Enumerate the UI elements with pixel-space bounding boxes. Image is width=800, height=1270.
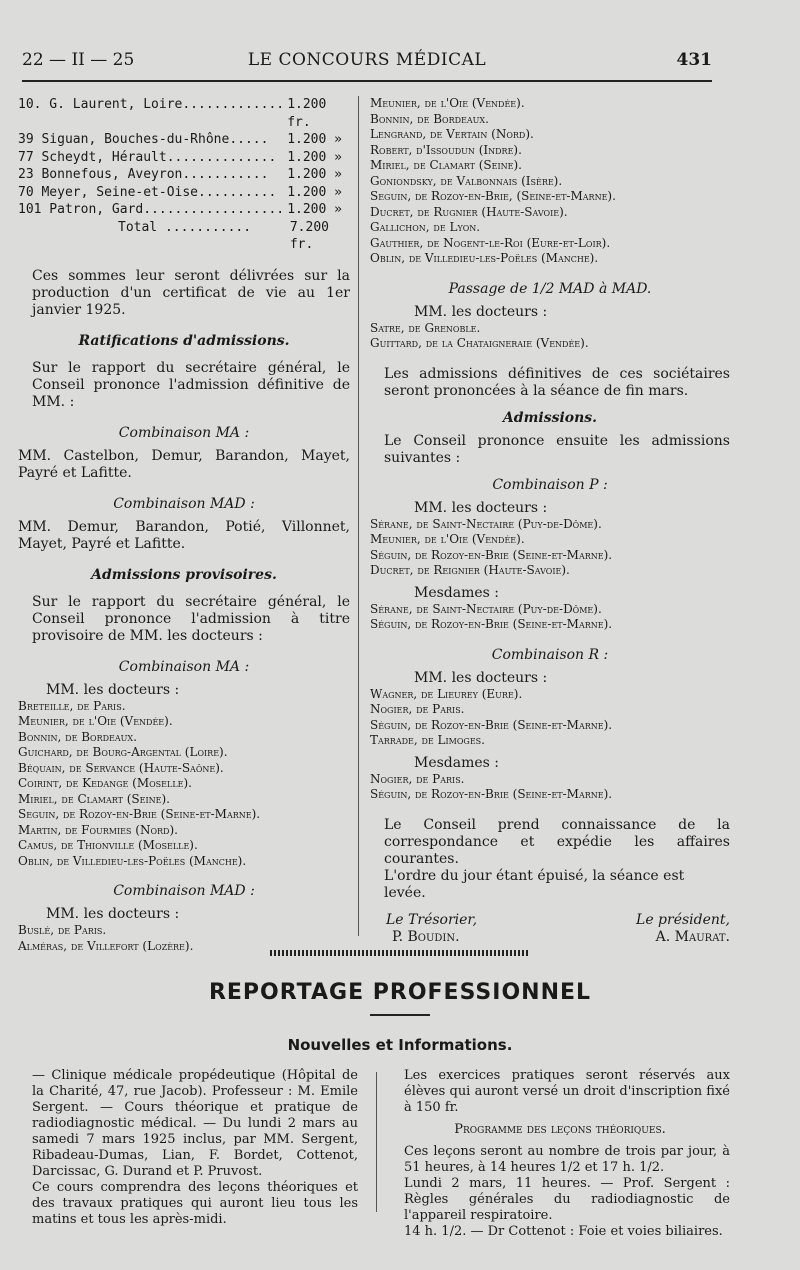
news-paragraph: Ce cours comprendra des leçons théoriques et des travaux pratiques qui auront lieu tous les matins et tous les après-midi. — [32, 1180, 358, 1227]
mesdames-list — [370, 602, 730, 633]
list-item: Béquain, de Servance (Haute-Saône). — [18, 760, 224, 775]
list-item: Robert, d'Issoudun (Indre). — [370, 142, 522, 157]
page-number: 431 — [676, 50, 712, 70]
list-item: Bonnin, de Bordeaux. — [370, 111, 489, 126]
list-item: Oblin, de Villedieu-les-Poëles (Manche). — [370, 251, 599, 265]
header-rule — [22, 80, 712, 82]
list-item: Wagner, de Lieurey (Eure). — [370, 686, 523, 701]
list-item: Satre, de Grenoble. — [370, 320, 481, 335]
admissions-title: Admissions. — [502, 409, 598, 426]
news-paragraph: Lundi 2 mars, 11 heures. — Prof. Sergent : Règles générales du radiodiagnostic de l'appareil respiratoire. — [404, 1176, 730, 1223]
payment-row — [18, 184, 350, 202]
list-item: Nogier, de Paris. — [370, 702, 465, 716]
list-item: Seguin, de Rozoy-en-Brie (Seine-et-Marne). — [18, 807, 261, 821]
payment-name: 77 Scheydt, Hérault.............. — [18, 149, 277, 165]
admissions-note: Les admissions définitives de ces sociétaires seront prononcées à la séance de fin mars. — [384, 365, 730, 399]
signatures-names — [370, 929, 730, 946]
total-label: Total ........... — [118, 219, 252, 235]
news-right — [390, 1068, 730, 1240]
left-column — [18, 96, 350, 954]
list-item: Camus, de Thionville (Moselle). — [18, 838, 198, 852]
combination-ma-names: MM. Castelbon, Demur, Barandon, Mayet, Payré et Lafitte. — [18, 447, 350, 481]
column-divider — [376, 1072, 377, 1212]
payment-amount: 1.200 » — [287, 184, 342, 200]
treasurer-name: P. Boudin. — [392, 928, 460, 945]
news-left — [18, 1068, 358, 1228]
payment-row — [18, 131, 350, 149]
payment-name: 10. G. Laurent, Loire............. — [18, 97, 285, 112]
passage-list — [370, 321, 730, 352]
list-item: Seguin, de Rozoy-en-Brie, (Seine-et-Marne). — [370, 189, 616, 203]
continued-list — [370, 96, 730, 267]
list-item: Sérane, de Saint-Nectaire (Puy-de-Dôme). — [370, 516, 602, 531]
ratifications-paragraph: Sur le rapport du secrétaire général, le Conseil prononce l'admission définitive de MM. : — [32, 359, 350, 410]
sums-paragraph: Ces sommes leur seront délivrées sur la production d'un certificat de vie au 1er janvier 1925. — [32, 267, 350, 318]
page-header — [22, 50, 712, 74]
combination-p-title: Combinaison P : — [492, 476, 608, 493]
list-item: Miriel, de Clamart (Seine). — [18, 791, 170, 806]
combination-mad-title: Combinaison MAD : — [113, 495, 255, 512]
list-item: Bonnin, de Bordeaux. — [18, 729, 137, 744]
combination-p-list — [370, 517, 730, 579]
list-item: Coirint, de Kedange (Moselle). — [18, 776, 192, 790]
payment-amount: 1.200 fr. — [287, 97, 327, 130]
section-title: REPORTAGE PROFESSIONNEL — [208, 980, 592, 1005]
list-item: Meunier, de l'Oie (Vendée). — [18, 714, 173, 728]
news-paragraph: Les exercices pratiques seront réservés aux élèves qui auront versé un droit d'inscription fixé à 150 fr. — [404, 1068, 730, 1115]
signatures-titles — [370, 912, 730, 929]
payment-name: 39 Siguan, Bouches-du-Rhône..... — [18, 132, 269, 147]
total-amount: 7.200 fr. — [289, 219, 329, 252]
combination-r-title: Combinaison R : — [491, 646, 609, 663]
payments-table — [18, 96, 350, 254]
provisional-ma-list — [18, 699, 350, 870]
list-item: Séguin, de Rozoy-en-Brie (Seine-et-Marne). — [370, 787, 613, 801]
payment-row — [18, 166, 350, 184]
provisional-mad-title: Combinaison MAD : — [113, 883, 255, 899]
column-divider — [358, 96, 359, 936]
combination-r-intro: MM. les docteurs : — [414, 669, 548, 686]
list-item: Goniondsky, de Valbonnais (Isère). — [370, 173, 563, 188]
list-item: Meunier, de l'Oie (Vendée). — [370, 96, 525, 110]
list-item: Tarrade, de Limoges. — [370, 733, 485, 747]
passage-title: Passage de 1/2 MAD à MAD. — [448, 280, 652, 297]
issue-date: 22 — II — 25 — [22, 50, 135, 70]
combination-ma-title: Combinaison MA : — [118, 424, 250, 441]
combination-r-list — [370, 687, 730, 749]
president-title: Le président, — [636, 911, 730, 928]
list-item: Gallichon, de Lyon. — [370, 220, 481, 234]
list-item: Gauthier, de Nogent-le-Roi (Eure-et-Loir). — [370, 235, 611, 250]
payment-row — [18, 149, 350, 167]
list-item: Miriel, de Clamart (Seine). — [370, 158, 522, 172]
list-item: Séguin, de Rozoy-en-Brie (Seine-et-Marne). — [370, 617, 613, 631]
list-item: Ducret, de Rugnier (Haute-Savoie). — [370, 204, 568, 219]
payment-name: 101 Patron, Gard.................. — [18, 202, 285, 217]
right-column — [370, 96, 730, 946]
programme-heading: Programme des leçons théoriques. — [454, 1122, 666, 1137]
payment-amount: 1.200 » — [287, 132, 342, 147]
ratifications-title: Ratifications d'admissions. — [78, 332, 290, 349]
passage-intro: MM. les docteurs : — [414, 303, 548, 320]
list-item: Martin, de Fourmies (Nord). — [18, 822, 178, 837]
provisional-mad-intro: MM. les docteurs : — [46, 906, 180, 922]
payment-row — [18, 201, 350, 219]
list-item: Breteille, de Paris. — [18, 698, 126, 713]
journal-title: LE CONCOURS MÉDICAL — [247, 50, 487, 70]
list-item: Nogier, de Paris. — [370, 771, 465, 786]
list-item: Guichard, de Bourg-Argental (Loire). — [18, 745, 228, 759]
list-item: Ducret, de Reignier (Haute-Savoie). — [370, 563, 570, 577]
list-item: Séguin, de Rozoy-en-Brie (Seine-et-Marne). — [370, 717, 613, 732]
treasurer-title: Le Trésorier, — [386, 911, 478, 928]
section-ornament — [270, 950, 530, 956]
section-subtitle: Nouvelles et Informations. — [287, 1036, 513, 1054]
payment-name: 70 Meyer, Seine-et-Oise.......... — [18, 184, 277, 200]
closing-line: L'ordre du jour étant épuisé, la séance est levée. — [384, 867, 685, 901]
list-item: Lengrand, de Vertain (Nord). — [370, 127, 534, 141]
payment-amount: 1.200 » — [287, 167, 342, 182]
news-paragraph: 14 h. 1/2. — Dr Cottenot : Foie et voies biliaires. — [404, 1224, 723, 1239]
mesdames-list — [370, 772, 730, 803]
provisional-paragraph: Sur le rapport du secrétaire général, le Conseil prononce l'admission à titre provisoire de MM. les docteurs : — [32, 593, 350, 644]
payment-amount: 1.200 » — [287, 202, 342, 217]
list-item: Alméras, de Villefort (Lozère). — [18, 938, 194, 953]
list-item: Guittard, de la Chataigneraie (Vendée). — [370, 336, 589, 350]
provisional-ma-intro: MM. les docteurs : — [46, 681, 180, 698]
combination-p-intro: MM. les docteurs : — [414, 499, 548, 516]
admissions-intro: Le Conseil prononce ensuite les admissions suivantes : — [384, 432, 730, 466]
list-item: Meunier, de l'Oie (Vendée). — [370, 532, 525, 546]
title-rule — [370, 1014, 430, 1016]
payment-amount: 1.200 » — [287, 149, 342, 165]
list-item: Séguin, de Rozoy-en-Brie (Seine-et-Marne). — [370, 547, 613, 562]
news-paragraph: — Clinique médicale propédeutique (Hôpital de la Charité, 47, rue Jacob). Professeur : M. Emile Sergent. — Cours théorique et pratique de radiodiagnostic médical. — Du lundi 2 mars au samedi 7 mars 1925 inclus, par MM. Sergent, Ribadeau-Dumas, Lian, F. Bordet, Cottenot, Darcissac, G. Durand et P. Pruvost. — [32, 1068, 358, 1179]
president-name: A. Maurat. — [655, 928, 730, 945]
list-item: Sérane, de Saint-Nectaire (Puy-de-Dôme). — [370, 601, 602, 616]
provisional-ma-title: Combinaison MA : — [118, 658, 250, 675]
mesdames-label: Mesdames : — [414, 754, 500, 771]
provisional-title: Admissions provisoires. — [91, 566, 277, 583]
news-paragraph: Ces leçons seront au nombre de trois par jour, à 51 heures, à 14 heures 1/2 et 17 h. 1/2. — [404, 1144, 730, 1175]
closing-paragraph: Le Conseil prend connaissance de la correspondance et expédie les affaires courantes. — [384, 816, 730, 867]
payment-name: 23 Bonnefous, Aveyron........... — [18, 167, 269, 182]
mesdames-label: Mesdames : — [414, 584, 500, 601]
total-row — [18, 219, 350, 254]
combination-mad-names: MM. Demur, Barandon, Potié, Villonnet, Mayet, Payré et Lafitte. — [18, 518, 350, 552]
list-item: Buslé, de Paris. — [18, 923, 107, 937]
payment-row — [18, 96, 350, 131]
list-item: Oblin, de Villedieu-les-Poëles (Manche). — [18, 853, 247, 868]
